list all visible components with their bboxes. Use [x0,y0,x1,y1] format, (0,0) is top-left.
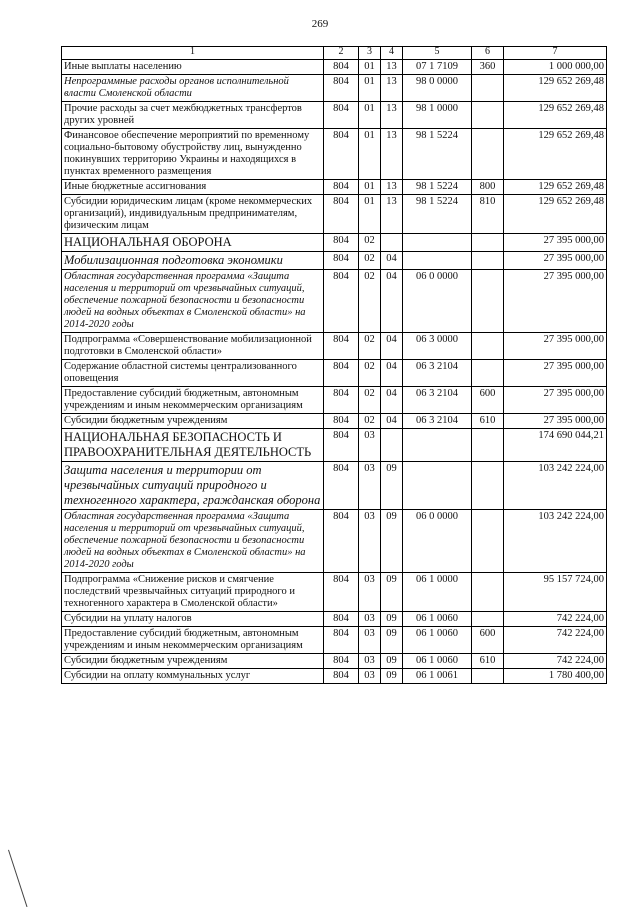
cell-csr: 06 0 0000 [403,270,472,333]
cell-rz: 02 [359,270,381,333]
cell-csr [403,462,472,510]
cell-csr: 06 1 0060 [403,654,472,669]
cell-csr: 06 1 0061 [403,669,472,684]
cell-rz: 01 [359,60,381,75]
cell-grbs: 804 [324,462,359,510]
cell-csr: 98 1 0000 [403,102,472,129]
cell-name: Финансовое обеспечение мероприятий по временному социально-бытовому обустройству лиц, вынужденно покинувших территорию Украины и находящихся в пунктах временного размещения [62,129,324,180]
cell-pr: 04 [381,360,403,387]
cell-grbs: 804 [324,627,359,654]
cell-sum: 103 242 224,00 [504,462,607,510]
cell-csr: 98 1 5224 [403,180,472,195]
cell-csr [403,252,472,270]
cell-name: НАЦИОНАЛЬНАЯ БЕЗОПАСНОСТЬ И ПРАВООХРАНИТЕЛЬНАЯ ДЕЯТЕЛЬНОСТЬ [62,429,324,462]
cell-sum: 129 652 269,48 [504,129,607,180]
cell-grbs: 804 [324,654,359,669]
cell-csr: 98 1 5224 [403,129,472,180]
cell-pr: 09 [381,573,403,612]
table-row [62,195,607,234]
cell-rz: 02 [359,333,381,360]
cell-pr: 04 [381,387,403,414]
cell-vr: 600 [472,627,504,654]
cell-vr [472,270,504,333]
scan-edge-line [8,850,27,907]
cell-csr [403,234,472,252]
cell-csr: 06 1 0060 [403,627,472,654]
column-header: 2 [324,47,359,60]
cell-vr [472,75,504,102]
cell-vr [472,129,504,180]
table-row [62,387,607,414]
table-row [62,252,607,270]
cell-csr: 06 3 2104 [403,360,472,387]
table-row [62,573,607,612]
cell-grbs: 804 [324,387,359,414]
table-row [62,60,607,75]
cell-sum: 103 242 224,00 [504,510,607,573]
cell-grbs: 804 [324,612,359,627]
cell-grbs: 804 [324,102,359,129]
cell-grbs: 804 [324,75,359,102]
table-row [62,510,607,573]
cell-grbs: 804 [324,414,359,429]
cell-grbs: 804 [324,270,359,333]
cell-sum: 129 652 269,48 [504,195,607,234]
cell-rz: 01 [359,75,381,102]
cell-grbs: 804 [324,180,359,195]
cell-vr [472,573,504,612]
cell-name: Подпрограмма «Снижение рисков и смягчение последствий чрезвычайных ситуаций природного и техногенного характера в Смоленской области» [62,573,324,612]
cell-csr: 07 1 7109 [403,60,472,75]
cell-pr: 04 [381,414,403,429]
cell-vr [472,429,504,462]
cell-sum: 27 395 000,00 [504,270,607,333]
cell-name: НАЦИОНАЛЬНАЯ ОБОРОНА [62,234,324,252]
cell-pr: 09 [381,510,403,573]
cell-name: Мобилизационная подготовка экономики [62,252,324,270]
cell-csr: 06 3 2104 [403,414,472,429]
column-header: 3 [359,47,381,60]
cell-name: Субсидии на оплату коммунальных услуг [62,669,324,684]
cell-pr: 13 [381,102,403,129]
cell-sum: 27 395 000,00 [504,360,607,387]
cell-grbs: 804 [324,252,359,270]
cell-pr: 13 [381,75,403,102]
cell-rz: 02 [359,360,381,387]
budget-table [61,46,607,684]
cell-grbs: 804 [324,333,359,360]
table-row [62,462,607,510]
cell-rz: 03 [359,612,381,627]
cell-rz: 03 [359,654,381,669]
cell-rz: 01 [359,195,381,234]
cell-name: Предоставление субсидий бюджетным, автономным учреждениям и иным некоммерческим организациям [62,387,324,414]
cell-pr: 13 [381,129,403,180]
cell-vr [472,462,504,510]
cell-sum: 95 157 724,00 [504,573,607,612]
cell-pr: 09 [381,654,403,669]
cell-pr: 13 [381,180,403,195]
cell-grbs: 804 [324,195,359,234]
cell-sum: 27 395 000,00 [504,414,607,429]
table-row [62,429,607,462]
column-header: 7 [504,47,607,60]
cell-pr: 04 [381,333,403,360]
cell-grbs: 804 [324,129,359,180]
table-row [62,360,607,387]
cell-rz: 02 [359,387,381,414]
table-body [62,60,607,684]
cell-grbs: 804 [324,234,359,252]
table-row [62,669,607,684]
cell-name: Субсидии бюджетным учреждениям [62,414,324,429]
cell-sum: 27 395 000,00 [504,252,607,270]
cell-csr: 98 0 0000 [403,75,472,102]
cell-name: Непрограммные расходы органов исполнительной власти Смоленской области [62,75,324,102]
cell-csr: 06 1 0000 [403,573,472,612]
cell-csr: 06 1 0060 [403,612,472,627]
cell-sum: 742 224,00 [504,612,607,627]
cell-vr [472,360,504,387]
cell-rz: 03 [359,429,381,462]
column-header: 4 [381,47,403,60]
cell-csr: 06 3 0000 [403,333,472,360]
table-row [62,102,607,129]
cell-pr: 04 [381,270,403,333]
cell-name: Субсидии юридическим лицам (кроме некоммерческих организаций), индивидуальным предпринимателям, физическим лицам [62,195,324,234]
cell-sum: 129 652 269,48 [504,102,607,129]
cell-sum: 129 652 269,48 [504,180,607,195]
cell-vr: 810 [472,195,504,234]
cell-name: Субсидии бюджетным учреждениям [62,654,324,669]
cell-rz: 03 [359,462,381,510]
column-header: 1 [62,47,324,60]
cell-name: Предоставление субсидий бюджетным, автономным учреждениям и иным некоммерческим организациям [62,627,324,654]
cell-sum: 1 000 000,00 [504,60,607,75]
cell-vr [472,252,504,270]
cell-vr [472,669,504,684]
cell-vr [472,510,504,573]
cell-rz: 02 [359,252,381,270]
cell-csr [403,429,472,462]
cell-grbs: 804 [324,360,359,387]
cell-sum: 174 690 044,21 [504,429,607,462]
cell-sum: 1 780 400,00 [504,669,607,684]
cell-sum: 27 395 000,00 [504,234,607,252]
cell-rz: 02 [359,414,381,429]
cell-rz: 01 [359,129,381,180]
cell-name: Иные выплаты населению [62,60,324,75]
cell-name: Подпрограмма «Совершенствование мобилизационной подготовки в Смоленской области» [62,333,324,360]
cell-name: Прочие расходы за счет межбюджетных трансфертов других уровней [62,102,324,129]
cell-pr: 09 [381,627,403,654]
table-row [62,333,607,360]
column-header: 6 [472,47,504,60]
cell-pr: 13 [381,60,403,75]
cell-pr: 09 [381,669,403,684]
cell-sum: 742 224,00 [504,627,607,654]
cell-pr: 09 [381,462,403,510]
cell-sum: 27 395 000,00 [504,333,607,360]
cell-vr: 610 [472,654,504,669]
cell-rz: 03 [359,573,381,612]
cell-rz: 03 [359,669,381,684]
cell-name: Защита населения и территории от чрезвычайных ситуаций природного и техногенного характера, гражданская оборона [62,462,324,510]
column-header: 5 [403,47,472,60]
cell-vr: 600 [472,387,504,414]
cell-csr: 06 0 0000 [403,510,472,573]
cell-sum: 742 224,00 [504,654,607,669]
cell-grbs: 804 [324,510,359,573]
table-row [62,627,607,654]
cell-pr [381,234,403,252]
cell-grbs: 804 [324,429,359,462]
cell-grbs: 804 [324,573,359,612]
cell-name: Областная государственная программа «Защита населения и территорий от чрезвычайных ситуаций, обеспечение пожарной безопасности и безопасности людей на водных объектах в Смоленской области» на 2014-2020 годы [62,270,324,333]
cell-vr [472,333,504,360]
cell-sum: 129 652 269,48 [504,75,607,102]
cell-vr [472,102,504,129]
table-row [62,612,607,627]
table-row [62,234,607,252]
cell-vr: 360 [472,60,504,75]
cell-name: Иные бюджетные ассигнования [62,180,324,195]
cell-rz: 03 [359,627,381,654]
cell-pr: 13 [381,195,403,234]
table-row [62,414,607,429]
cell-grbs: 804 [324,60,359,75]
page-number: 269 [311,18,329,30]
table-row [62,129,607,180]
table-row [62,180,607,195]
cell-pr: 04 [381,252,403,270]
cell-pr: 09 [381,612,403,627]
table-row [62,75,607,102]
cell-rz: 03 [359,510,381,573]
cell-name: Субсидии на уплату налогов [62,612,324,627]
cell-sum: 27 395 000,00 [504,387,607,414]
cell-pr [381,429,403,462]
cell-rz: 01 [359,180,381,195]
cell-vr: 800 [472,180,504,195]
table-row [62,654,607,669]
cell-vr [472,612,504,627]
table-header-row [62,47,607,60]
cell-csr: 98 1 5224 [403,195,472,234]
cell-vr [472,234,504,252]
cell-vr: 610 [472,414,504,429]
cell-name: Содержание областной системы централизованного оповещения [62,360,324,387]
cell-name: Областная государственная программа «Защита населения и территорий от чрезвычайных ситуаций, обеспечение пожарной безопасности и безопасности людей на водных объектах в Смоленской области» на 2014-2020 годы [62,510,324,573]
cell-csr: 06 3 2104 [403,387,472,414]
cell-rz: 02 [359,234,381,252]
table-row [62,270,607,333]
cell-rz: 01 [359,102,381,129]
cell-grbs: 804 [324,669,359,684]
